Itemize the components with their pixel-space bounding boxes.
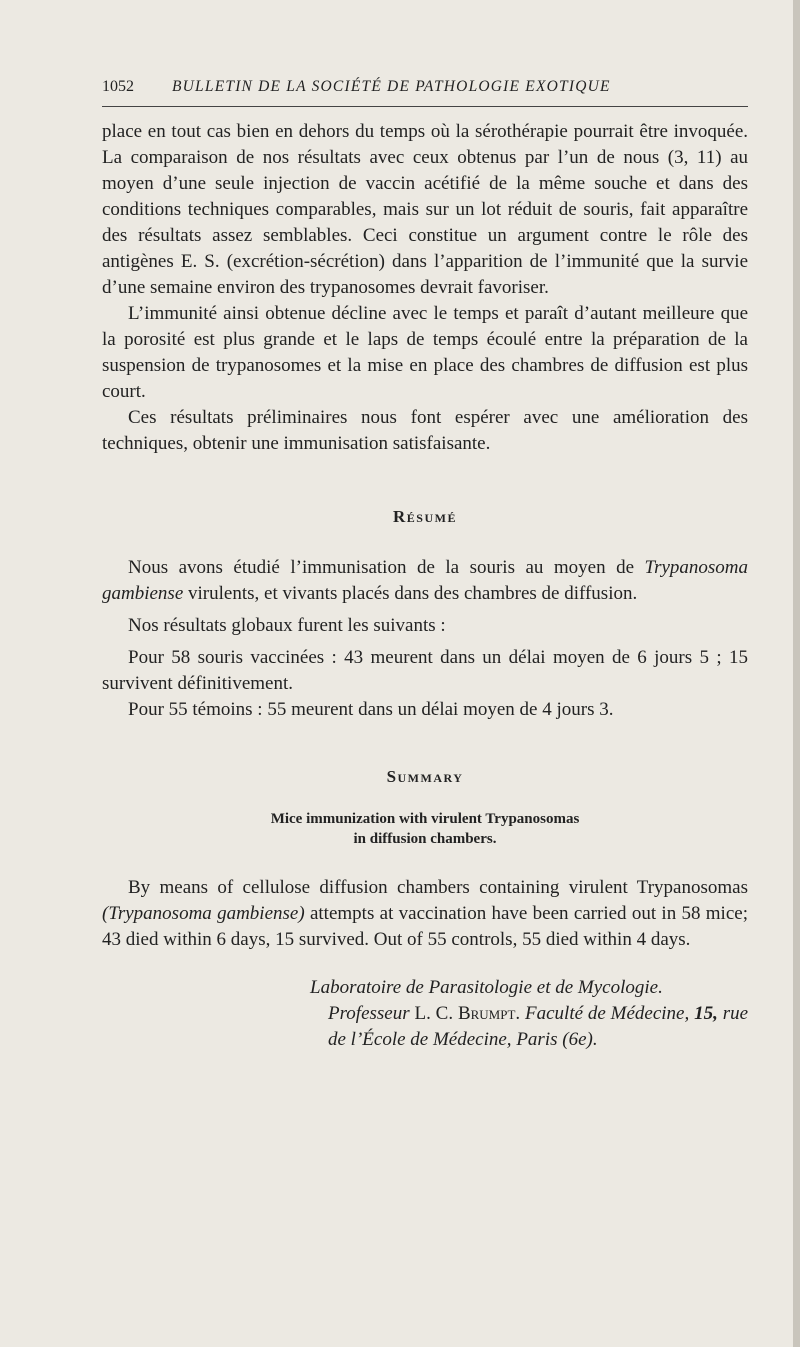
summary-subtitle-2: in diffusion chambers. xyxy=(353,831,497,847)
summary-p1-start: By means of cellulose diffusion chambers containing virulent Trypanosomas xyxy=(128,877,748,898)
resume-p1-start: Nous avons étudié l’immunisation de la souris au moyen de xyxy=(128,557,635,578)
affiliation-faculty: Faculté de Médecine, xyxy=(525,1003,690,1024)
header-rule xyxy=(102,106,748,107)
summary-paragraph xyxy=(102,875,748,953)
running-head: BULLETIN DE LA SOCIÉTÉ DE PATHOLOGIE EXOTIQUE xyxy=(172,78,611,95)
summary-title: Summary xyxy=(386,767,464,786)
affiliation-arrondissement: (6e). xyxy=(562,1029,598,1050)
page-header xyxy=(102,78,748,100)
summary-subtitle-1: Mice immunization with virulent Trypanosomas xyxy=(270,811,580,827)
resume-paragraph-1 xyxy=(102,555,748,607)
body-paragraph-2: L’immunité ainsi obtenue décline avec le temps et paraît d’autant meilleure que la porosité est plus grande et le laps de temps écoulé entre la préparation de la suspension de trypanosomes et la mise en place des chambres de diffusion est plus court. xyxy=(102,303,748,402)
resume-paragraph-3: Pour 58 souris vaccinées : 43 meurent dans un délai moyen de 6 jours 5 ; 15 survivent définitivement. xyxy=(102,647,748,694)
affiliation-surname: Brumpt. xyxy=(457,1003,521,1024)
resume-p1-end: virulents, et vivants placés dans des chambres de diffusion. xyxy=(188,583,638,604)
affiliation xyxy=(310,975,748,1053)
resume-title: Résumé xyxy=(393,507,457,526)
affiliation-initials: L. C. xyxy=(414,1003,454,1024)
affiliation-city: Paris xyxy=(516,1029,558,1050)
affiliation-street: rue de l’École de Médecine, xyxy=(328,1003,749,1050)
body-paragraph-1: place en tout cas bien en dehors du temps où la sérothérapie pourrait être invoquée. La comparaison de nos résultats avec ceux obtenus par l’un de nous (3, 11) au moyen d’une seule injection de vaccin acétifié de la même souche et dans des conditions techniques comparables, mais sur un lot réduit de souris, fait apparaître des résultats assez semblables. Ceci constitue un argument contre le rôle des antigènes E. S. (excrétion-sécrétion) dans l’apparition de l’immunité que la survie d’une semaine environ des trypanosomes devrait favoriser. xyxy=(102,121,748,298)
affiliation-number: 15, xyxy=(694,1003,718,1024)
summary-p1-end: attempts at vaccination have been carried out in 58 mice; 43 died within 6 days, 15 survived. Out of 55 controls, 55 died within 4 days. xyxy=(102,903,748,950)
page-edge xyxy=(793,0,800,1347)
affiliation-line-2 xyxy=(310,1001,748,1053)
page-number: 1052 xyxy=(102,78,134,95)
resume-p1-species: Trypanosoma gambiense xyxy=(102,557,749,604)
summary-p1-species: (Trypanosoma gambiense) xyxy=(102,903,305,924)
affiliation-professeur: Professeur xyxy=(328,1003,410,1024)
affiliation-line-1: Laboratoire de Parasitologie et de Mycologie. xyxy=(310,977,663,998)
page xyxy=(102,78,748,1053)
body-paragraph-3: Ces résultats préliminaires nous font espérer avec une amélioration des techniques, obtenir une immunisation satisfaisante. xyxy=(102,407,748,454)
resume-paragraph-4: Pour 55 témoins : 55 meurent dans un délai moyen de 4 jours 3. xyxy=(128,699,614,720)
resume-paragraph-2: Nos résultats globaux furent les suivants : xyxy=(128,615,446,636)
